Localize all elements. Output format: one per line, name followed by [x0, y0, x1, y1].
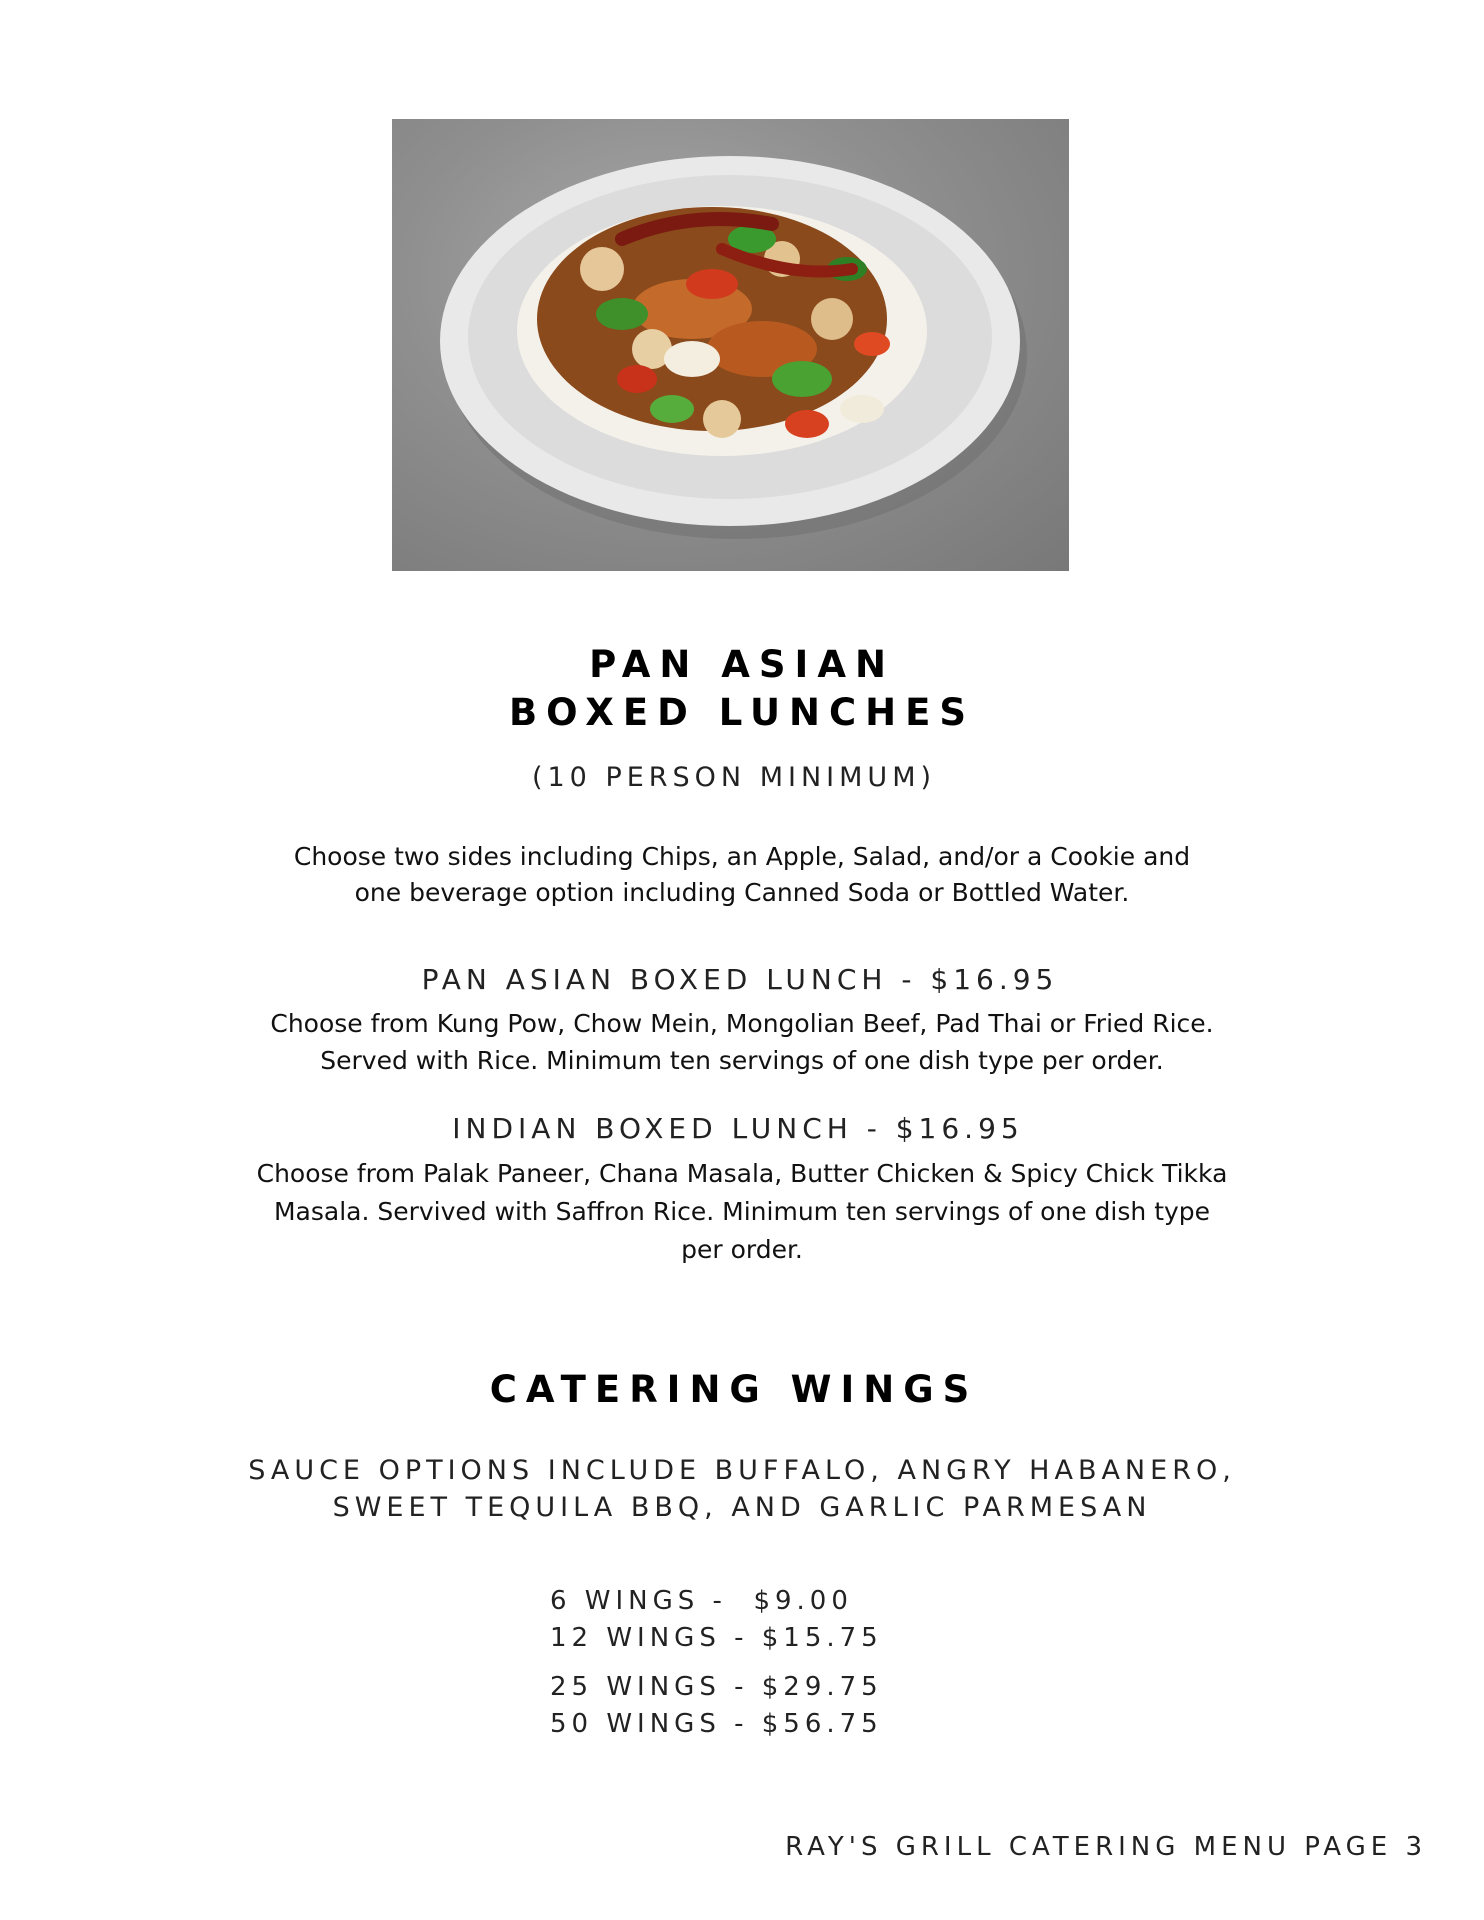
sauce-options-line2: SWEET TEQUILA BBQ, AND GARLIC PARMESAN: [332, 1492, 1152, 1523]
pan-asian-lunch-desc-1: Choose from Kung Pow, Chow Mein, Mongolian Beef, Pad Thai or Fried Rice.: [270, 1009, 1214, 1038]
pan-asian-lunch-heading: PAN ASIAN BOXED LUNCH - $16.95: [421, 963, 1059, 996]
indian-lunch-desc-1: Choose from Palak Paneer, Chana Masala, Butter Chicken & Spicy Chick Tikka: [256, 1159, 1228, 1188]
pan-asian-lunch-desc-2: Served with Rice. Minimum ten servings of one dish type per order.: [320, 1046, 1164, 1075]
wing-price-50: 50 WINGS - $56.75: [550, 1709, 883, 1739]
intro-line-2: one beverage option including Canned Soda or Bottled Water.: [354, 878, 1130, 907]
wing-price-25: 25 WINGS - $29.75: [550, 1672, 883, 1702]
sauce-options-line1: SAUCE OPTIONS INCLUDE BUFFALO, ANGRY HABANERO,: [248, 1455, 1236, 1486]
pan-asian-title-line2: BOXED LUNCHES: [508, 691, 976, 734]
wing-price-list: [550, 1583, 950, 1743]
intro-line-1: Choose two sides including Chips, an Apple, Salad, and/or a Cookie and: [293, 842, 1191, 871]
indian-lunch-heading: INDIAN BOXED LUNCH - $16.95: [452, 1112, 1024, 1145]
wing-price-6: 6 WINGS - $9.00: [550, 1586, 853, 1616]
indian-lunch-desc-3: per order.: [681, 1235, 803, 1264]
person-minimum-note: (10 PERSON MINIMUM): [531, 762, 937, 793]
pan-asian-title-line1: PAN ASIAN: [589, 643, 895, 686]
food-photo: [392, 119, 1069, 571]
page-footer: RAY'S GRILL CATERING MENU PAGE 3: [785, 1832, 1427, 1862]
plate-of-stir-fry-image: [392, 119, 1069, 571]
indian-lunch-desc-2: Masala. Servived with Saffron Rice. Minimum ten servings of one dish type: [273, 1197, 1211, 1226]
catering-wings-title: CATERING WINGS: [489, 1368, 979, 1411]
wing-price-12: 12 WINGS - $15.75: [550, 1623, 883, 1653]
